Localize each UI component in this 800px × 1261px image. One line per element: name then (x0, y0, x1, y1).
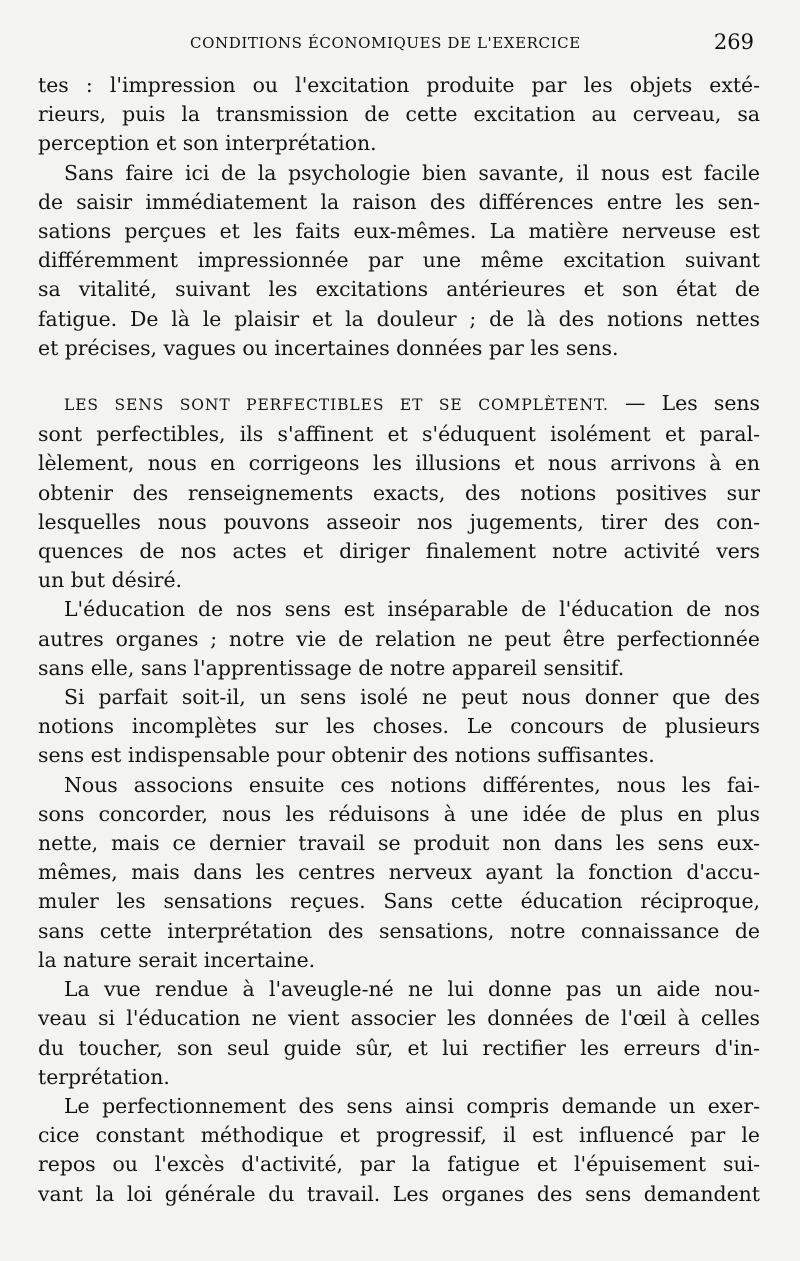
paragraph (38, 595, 760, 683)
text-line: et précises, vagues ou incertaines données par les sens. (38, 335, 619, 360)
text-line: obtenir des renseignements exacts, des notions positives sur (38, 480, 760, 505)
text-line: veau si l'éducation ne vient associer les données de l'œil à celles (38, 1006, 760, 1031)
text-line (38, 389, 760, 420)
text-line: lesquelles nous pouvons asseoir nos jugements, tirer des con- (38, 509, 760, 534)
paragraph (38, 975, 760, 1092)
paragraph (38, 71, 760, 159)
text-line: de saisir immédiatement la raison des différences entre les sen- (38, 189, 760, 214)
text-line-rest: — Les sens (608, 391, 760, 416)
text-line: rieurs, puis la transmission de cette excitation au cerveau, sa (38, 102, 760, 127)
text-line: autres organes ; notre vie de relation ne peut être perfectionnée (38, 626, 760, 651)
text-line: vant la loi générale du travail. Les organes des sens demandent (38, 1181, 760, 1206)
text-line: tes : l'impression ou l'excitation produite par les objets exté- (38, 73, 760, 97)
text-line: sa vitalité, suivant les excitations antérieures et son état de (38, 277, 760, 302)
running-header (0, 30, 800, 60)
text-line: du toucher, son seul guide sûr, et lui rectifier les erreurs d'in- (38, 1035, 760, 1060)
text-line: La vue rendue à l'aveugle-né ne lui donne pas un aide nou- (64, 977, 760, 1002)
body-text (38, 71, 760, 1209)
section-spacer (38, 363, 760, 389)
text-line: L'éducation de nos sens est inséparable de l'éducation de nos (64, 597, 760, 622)
text-line: terprétation. (38, 1064, 170, 1089)
text-line: quences de nos actes et diriger finalement notre activité vers (38, 539, 760, 564)
text-line: fatigue. De là le plaisir et la douleur ; de là des notions nettes (38, 306, 760, 331)
text-line: sons concorder, nous les réduisons à une idée de plus en plus (38, 801, 760, 826)
text-line: sations perçues et les faits eux-mêmes. La matière nerveuse est (38, 219, 760, 244)
text-line: cice constant méthodique et progressif, il est influencé par le (38, 1123, 760, 1148)
text-line: nette, mais ce dernier travail se produit non dans les sens eux- (38, 831, 760, 856)
text-line: Si parfait soit-il, un sens isolé ne peut nous donner que des (64, 685, 760, 710)
running-title: CONDITIONS ÉCONOMIQUES DE L'EXERCICE (190, 34, 581, 52)
text-line: la nature serait incertaine. (38, 947, 316, 972)
paragraph (38, 1092, 760, 1209)
text-line: sans cette interprétation des sensations, notre connaissance de (38, 918, 760, 943)
text-line: lèlement, nous en corrigeons les illusions et nous arrivons à en (38, 451, 760, 476)
section-heading: LES SENS SONT PERFECTIBLES ET SE COMPLÈTENT. (64, 396, 609, 415)
paragraph (38, 683, 760, 771)
text-line: Le perfectionnement des sens ainsi compris demande un exer- (64, 1093, 760, 1118)
text-line: différemment impressionnée par une même excitation suivant (38, 248, 760, 273)
text-line: sens est indispensable pour obtenir des notions suffisantes. (38, 743, 655, 768)
text-line: repos ou l'excès d'activité, par la fatigue et l'épuisement sui- (38, 1152, 760, 1177)
text-line: sont perfectibles, ils s'affinent et s'éduquent isolément et paral- (38, 422, 760, 447)
page-number: 269 (713, 30, 754, 54)
paragraph (38, 159, 760, 363)
text-line: sans elle, sans l'apprentissage de notre appareil sensitif. (38, 655, 625, 680)
text-line: notions incomplètes sur les choses. Le concours de plusieurs (38, 714, 760, 739)
section-paragraph (38, 389, 760, 595)
text-line: perception et son interprétation. (38, 131, 377, 156)
text-line: un but désiré. (38, 568, 183, 593)
text-line: mêmes, mais dans les centres nerveux ayant la fonction d'accu- (38, 860, 760, 885)
paragraph (38, 771, 760, 975)
text-line: muler les sensations reçues. Sans cette éducation réciproque, (38, 889, 760, 914)
text-line: Nous associons ensuite ces notions différentes, nous les fai- (64, 772, 760, 797)
text-line: Sans faire ici de la psychologie bien savante, il nous est facile (64, 160, 760, 185)
